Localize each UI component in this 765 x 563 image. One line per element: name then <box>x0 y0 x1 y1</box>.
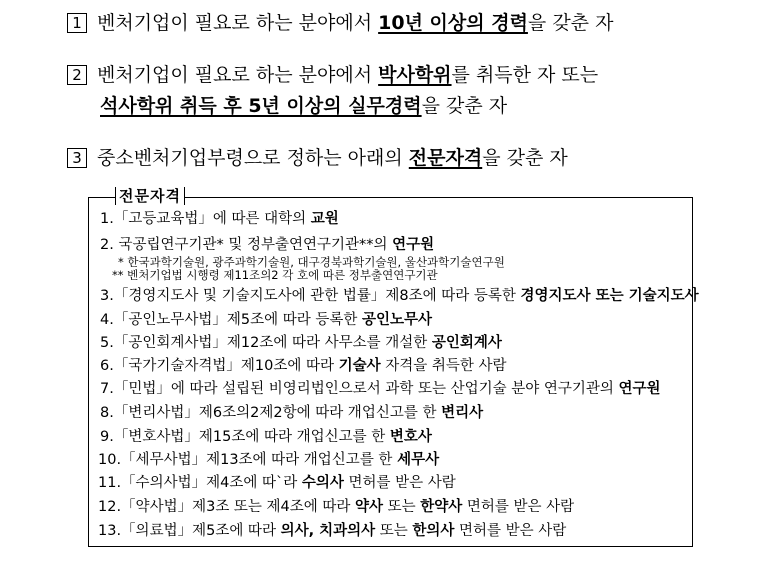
item-5-text: 5.「공인회계사법」제12조에 따라 사무소를 개설한 <box>100 335 432 351</box>
criterion-2-emphasis-2: 석사학위 취득 후 5년 이상의 실무경력 <box>100 95 422 117</box>
item-10-text: 10.「세무사법」제13조에 따라 개업신고를 한 <box>98 452 398 468</box>
item-13-text-after: 면허를 받은 사람 <box>454 523 567 539</box>
item-6-text-after: 자격을 취득한 사람 <box>380 358 507 374</box>
qualification-item-13 <box>98 521 566 541</box>
criterion-1-text-pre: 벤처기업이 필요로 하는 분야에서 <box>97 12 379 34</box>
criterion-3 <box>67 146 568 170</box>
item-13-text: 13.「의료법」제5조에 따라 <box>98 523 281 539</box>
item-1-text: 1.「고등교육법」에 따른 대학의 <box>100 211 311 227</box>
item-7-text: 7.「민법」에 따라 설립된 비영리법인으로서 과학 또는 산업기술 분야 연구기관의 <box>100 381 619 397</box>
criterion-2-text-post: 를 취득한 자 또는 <box>451 64 599 86</box>
item-13-text-mid: 또는 <box>375 523 413 539</box>
item-12-bold-2: 한약사 <box>420 499 463 515</box>
criterion-1 <box>67 11 613 35</box>
qualification-item-4 <box>100 310 432 330</box>
item-12-bold-1: 약사 <box>355 499 384 515</box>
footnote-2: ** 벤처기업법 시행령 제11조의2 각 호에 따른 정부출연연구기관 <box>112 268 438 282</box>
item-3-text: 3.「경영지도사 및 기술지도사에 관한 법률」제8조에 따라 등록한 <box>100 288 521 304</box>
item-11-bold: 수의사 <box>301 475 344 491</box>
criterion-1-text-post: 을 갖춘 자 <box>527 12 614 34</box>
qualification-item-12 <box>98 497 574 517</box>
item-2-text: 2. 국공립연구기관* 및 정부출연연구기관**의 <box>100 237 393 253</box>
qualification-item-3 <box>100 286 699 306</box>
item-6-text: 6.「국가기술자격법」제10조에 따라 <box>100 358 339 374</box>
qualifications-title: 전문자격 <box>115 185 185 207</box>
qualification-item-7 <box>100 379 661 399</box>
footnote-1: * 한국과학기술원, 광주과학기술원, 대구경북과학기술원, 울산과학기술연구원 <box>118 255 505 269</box>
qualification-item-1 <box>100 209 339 229</box>
item-9-bold: 변호사 <box>389 429 432 445</box>
item-13-bold-2: 한의사 <box>412 523 455 539</box>
criterion-2-line-2 <box>100 94 507 118</box>
item-12-text: 12.「약사법」제3조 또는 제4조에 따라 <box>98 499 356 515</box>
qualification-item-8 <box>100 403 483 423</box>
item-12-text-after: 면허를 받은 사람 <box>462 499 575 515</box>
item-12-text-mid: 또는 <box>383 499 421 515</box>
item-9-text: 9.「변호사법」제15조에 따라 개업신고를 한 <box>100 429 390 445</box>
item-10-bold: 세무사 <box>397 452 440 468</box>
item-4-bold: 공인노무사 <box>361 312 433 328</box>
criterion-3-text-post: 을 갖춘 자 <box>482 147 568 169</box>
item-13-bold-1: 의사, 치과의사 <box>280 523 376 539</box>
qualification-item-5 <box>100 333 502 353</box>
criterion-3-text-pre: 중소벤처기업부령으로 정하는 아래의 <box>97 147 409 169</box>
criterion-1-number: 1 <box>67 13 87 33</box>
item-8-text: 8.「변리사법」제6조의2제2항에 따라 개업신고를 한 <box>100 405 442 421</box>
item-5-bold: 공인회계사 <box>431 335 502 351</box>
qualification-item-11 <box>98 473 456 493</box>
item-8-bold: 변리사 <box>441 405 484 421</box>
qualification-item-10 <box>98 450 439 470</box>
criterion-2 <box>67 63 598 87</box>
item-7-bold: 연구원 <box>618 381 661 397</box>
criterion-1-emphasis: 10년 이상의 경력 <box>378 12 528 34</box>
criterion-2-line-2-post: 을 갖춘 자 <box>421 95 508 117</box>
qualification-item-6 <box>100 356 507 376</box>
criterion-2-number: 2 <box>67 65 87 85</box>
qualification-item-2 <box>100 235 434 255</box>
criterion-2-emphasis: 박사학위 <box>378 64 452 86</box>
criterion-2-text-pre: 벤처기업이 필요로 하는 분야에서 <box>97 64 379 86</box>
criterion-3-emphasis: 전문자격 <box>408 147 483 169</box>
item-4-text: 4.「공인노무사법」제5조에 따라 등록한 <box>100 312 362 328</box>
item-1-bold: 교원 <box>310 211 339 227</box>
item-3-bold: 경영지도사 또는 기술지도사 <box>520 288 699 304</box>
item-11-text: 11.「수의사법」제4조에 따`라 <box>98 475 302 491</box>
item-6-bold: 기술사 <box>338 358 381 374</box>
item-11-text-after: 면허를 받은 사람 <box>343 475 456 491</box>
qualification-item-9 <box>100 427 432 447</box>
criterion-3-number: 3 <box>67 148 87 168</box>
item-2-bold: 연구원 <box>392 237 435 253</box>
